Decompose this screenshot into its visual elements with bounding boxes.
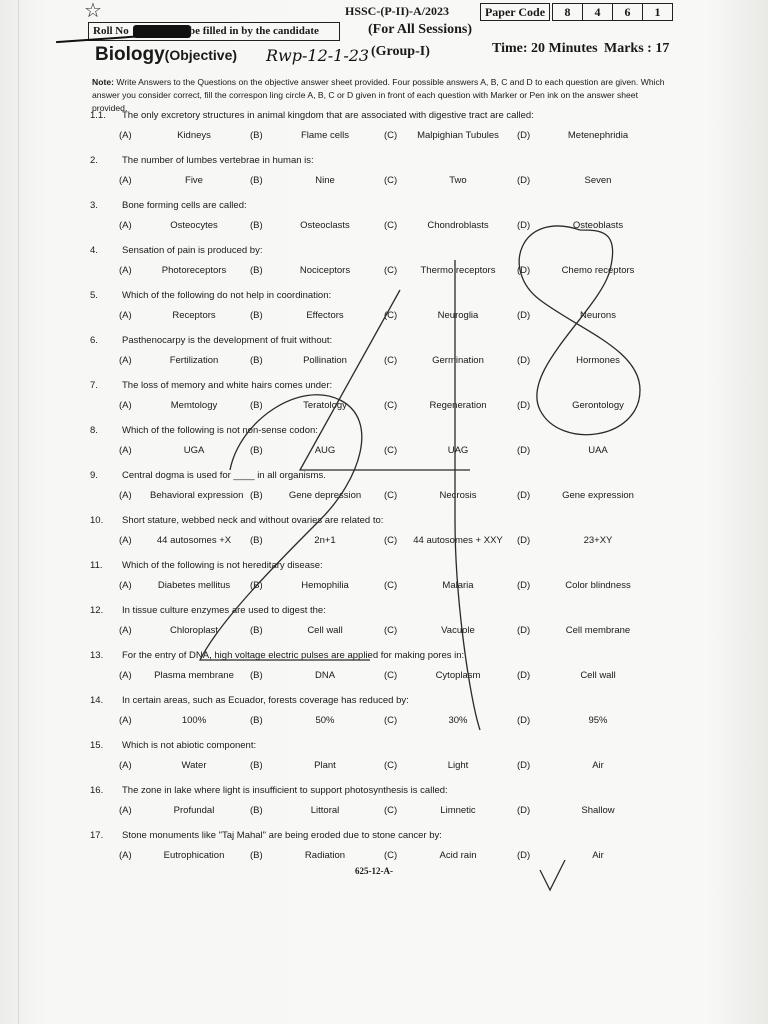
option-label-b: (B) xyxy=(250,130,263,141)
option-d: Gene expression xyxy=(562,490,634,501)
option-label-a: (A) xyxy=(119,175,132,186)
option-a: UGA xyxy=(183,445,205,456)
option-label-c: (C) xyxy=(384,670,398,681)
paper-code-digit: 4 xyxy=(582,3,613,21)
question-number: 5. xyxy=(90,290,98,301)
option-label-c: (C) xyxy=(384,805,398,816)
option-a: Behavioral expression xyxy=(150,490,244,501)
question-item xyxy=(0,556,768,601)
option-label-c: (C) xyxy=(384,760,398,771)
option-d: 95% xyxy=(588,715,608,726)
option-label-d: (D) xyxy=(517,310,531,321)
option-d: 23+XY xyxy=(583,535,613,546)
option-b: Pollination xyxy=(303,355,347,366)
option-label-c: (C) xyxy=(384,355,398,366)
option-label-d: (D) xyxy=(517,625,531,636)
paper-code-digit: 6 xyxy=(612,3,643,21)
option-c: Limnetic xyxy=(440,805,476,816)
question-number: 14. xyxy=(90,695,104,706)
option-a: Five xyxy=(185,175,203,186)
option-label-b: (B) xyxy=(250,535,263,546)
option-b: 50% xyxy=(315,715,335,726)
question-item xyxy=(0,781,768,826)
option-label-c: (C) xyxy=(384,220,398,231)
roll-label: Roll No xyxy=(93,25,129,37)
option-b: Hemophilia xyxy=(301,580,349,591)
option-label-a: (A) xyxy=(119,310,132,321)
option-label-b: (B) xyxy=(250,400,263,411)
option-label-c: (C) xyxy=(384,130,398,141)
question-text: The loss of memory and white hairs comes under: xyxy=(122,380,333,391)
question-text: Which of the following is not hereditary disease: xyxy=(122,560,323,571)
option-label-b: (B) xyxy=(250,625,263,636)
option-label-c: (C) xyxy=(384,175,398,186)
option-label-a: (A) xyxy=(119,760,132,771)
option-c: Chondroblasts xyxy=(427,220,489,231)
question-number: 3. xyxy=(90,200,98,211)
option-label-a: (A) xyxy=(119,670,132,681)
option-a: 100% xyxy=(181,715,207,726)
question-text: The number of lumbes vertebrae in human is: xyxy=(122,155,314,166)
question-text: The zone in lake where light is insufficient to support photosynthesis is called: xyxy=(122,785,448,796)
option-label-a: (A) xyxy=(119,445,132,456)
option-b: Littoral xyxy=(310,805,340,816)
question-number: 10. xyxy=(90,515,104,526)
handwritten-note: Rwp-12-1-23 xyxy=(266,46,370,65)
option-a: Memtology xyxy=(170,400,218,411)
option-label-d: (D) xyxy=(517,580,531,591)
option-d: Hormones xyxy=(576,355,620,366)
option-label-a: (A) xyxy=(119,220,132,231)
question-text: Stone monuments like "Taj Mahal" are being eroded due to stone cancer by: xyxy=(122,830,442,841)
question-text: Which of the following is not non-sense codon: xyxy=(122,425,318,436)
question-text: Which is not abiotic component: xyxy=(122,740,257,751)
sessions-label: (For All Sessions) xyxy=(368,22,472,37)
paper-code-digit: 8 xyxy=(552,3,583,21)
question-item xyxy=(0,466,768,511)
option-b: Effectors xyxy=(306,310,344,321)
option-d: Seven xyxy=(584,175,612,186)
question-item xyxy=(0,826,768,871)
option-d: UAA xyxy=(588,445,608,456)
question-number: 8. xyxy=(90,425,98,436)
note-text: Write Answers to the Questions on the objective answer sheet provided. Four possible answers A, B, C and D to each question are given. Which answer you consider correct, fill the correspon ling circle A, B, C or D given in front of each question with Marker or Pen ink on the answer sheet provided. xyxy=(92,77,665,113)
paper-code-digit: 1 xyxy=(642,3,673,21)
option-label-a: (A) xyxy=(119,625,132,636)
question-number: 1.1. xyxy=(90,110,106,121)
option-c: Thermo receptors xyxy=(420,265,496,276)
question-text: Central dogma is used for ____ in all organisms. xyxy=(122,470,326,481)
question-number: 11. xyxy=(90,560,103,571)
option-label-d: (D) xyxy=(517,670,531,681)
option-c: Cytoplasm xyxy=(435,670,481,681)
question-item xyxy=(0,736,768,781)
option-label-c: (C) xyxy=(384,265,398,276)
option-b: Gene depression xyxy=(288,490,362,501)
option-a: Receptors xyxy=(172,310,216,321)
option-d: Chemo receptors xyxy=(561,265,635,276)
time-label: Time: 20 Minutes xyxy=(492,41,598,56)
option-label-b: (B) xyxy=(250,445,263,456)
option-c: Malaria xyxy=(442,580,474,591)
option-label-a: (A) xyxy=(119,805,132,816)
question-text: Sensation of pain is produced by: xyxy=(122,245,263,256)
option-label-c: (C) xyxy=(384,625,398,636)
question-item xyxy=(0,331,768,376)
option-label-d: (D) xyxy=(517,445,531,456)
question-number: 16. xyxy=(90,785,104,796)
option-label-d: (D) xyxy=(517,850,531,861)
option-label-d: (D) xyxy=(517,175,531,186)
question-item xyxy=(0,646,768,691)
footer-code: 625-12-A- xyxy=(355,866,393,876)
option-d: Air xyxy=(592,850,604,861)
option-label-d: (D) xyxy=(517,490,531,501)
option-c: Light xyxy=(447,760,469,771)
option-label-c: (C) xyxy=(384,445,398,456)
option-label-c: (C) xyxy=(384,850,398,861)
option-label-d: (D) xyxy=(517,130,531,141)
option-label-d: (D) xyxy=(517,715,531,726)
question-item xyxy=(0,286,768,331)
option-d: Metenephridia xyxy=(567,130,629,141)
option-b: Nociceptors xyxy=(299,265,351,276)
option-label-b: (B) xyxy=(250,490,263,501)
option-a: Kidneys xyxy=(177,130,211,141)
question-item xyxy=(0,601,768,646)
question-item xyxy=(0,511,768,556)
option-b: Cell wall xyxy=(307,625,343,636)
option-b: AUG xyxy=(314,445,336,456)
question-number: 2. xyxy=(90,155,98,166)
star-icon: ☆ xyxy=(84,0,102,22)
question-text: Bone forming cells are called: xyxy=(122,200,247,211)
option-label-c: (C) xyxy=(384,490,398,501)
question-number: 4. xyxy=(90,245,98,256)
subject-title xyxy=(95,44,237,66)
question-text: In certain areas, such as Ecuador, forests coverage has reduced by: xyxy=(122,695,409,706)
question-number: 12. xyxy=(90,605,104,616)
option-label-c: (C) xyxy=(384,580,398,591)
option-label-b: (B) xyxy=(250,760,263,771)
option-label-b: (B) xyxy=(250,265,263,276)
note-label: Note: xyxy=(92,77,114,87)
question-number: 7. xyxy=(90,380,98,391)
option-label-c: (C) xyxy=(384,400,398,411)
question-number: 13. xyxy=(90,650,104,661)
option-label-b: (B) xyxy=(250,175,263,186)
question-text: Short stature, webbed neck and without ovaries are related to: xyxy=(122,515,384,526)
option-c: Neuroglia xyxy=(437,310,479,321)
option-label-a: (A) xyxy=(119,535,132,546)
option-b: 2n+1 xyxy=(314,535,336,546)
option-c: Regeneration xyxy=(429,400,487,411)
option-c: UAG xyxy=(447,445,469,456)
option-d: Gerontology xyxy=(572,400,624,411)
option-label-a: (A) xyxy=(119,355,132,366)
paper-code-label: Paper Code xyxy=(480,3,550,21)
option-a: Photoreceptors xyxy=(161,265,227,276)
option-label-d: (D) xyxy=(517,535,531,546)
question-number: 9. xyxy=(90,470,98,481)
option-label-b: (B) xyxy=(250,580,263,591)
question-item xyxy=(0,421,768,466)
option-label-c: (C) xyxy=(384,535,398,546)
option-label-b: (B) xyxy=(250,670,263,681)
subject-type: (Objective) xyxy=(164,47,238,63)
option-label-b: (B) xyxy=(250,220,263,231)
option-d: Air xyxy=(592,760,604,771)
option-b: Nine xyxy=(315,175,335,186)
option-label-b: (B) xyxy=(250,715,263,726)
option-b: Osteoclasts xyxy=(300,220,350,231)
option-c: Vacuole xyxy=(441,625,475,636)
subject-name: Biology xyxy=(95,44,165,65)
option-a: Osteocytes xyxy=(170,220,218,231)
option-c: Necrosis xyxy=(439,490,477,501)
option-a: Water xyxy=(181,760,207,771)
question-item xyxy=(0,241,768,286)
option-d: Shallow xyxy=(581,805,615,816)
option-label-d: (D) xyxy=(517,400,531,411)
question-item xyxy=(0,106,768,151)
option-label-a: (A) xyxy=(119,850,132,861)
option-d: Color blindness xyxy=(565,580,631,591)
option-a: Chloroplast xyxy=(169,625,219,636)
option-d: Osteoblasts xyxy=(572,220,624,231)
option-a: Eutrophication xyxy=(163,850,225,861)
option-label-a: (A) xyxy=(119,400,132,411)
option-c: Malpighian Tubules xyxy=(417,130,499,141)
option-b: Teratology xyxy=(303,400,347,411)
question-item xyxy=(0,196,768,241)
option-label-a: (A) xyxy=(119,490,132,501)
option-d: Cell wall xyxy=(580,670,616,681)
option-label-b: (B) xyxy=(250,355,263,366)
option-a: Profundal xyxy=(173,805,215,816)
option-label-b: (B) xyxy=(250,850,263,861)
option-label-a: (A) xyxy=(119,265,132,276)
option-c: Two xyxy=(449,175,467,186)
option-b: Plant xyxy=(314,760,336,771)
option-b: DNA xyxy=(314,670,336,681)
option-a: Fertilization xyxy=(169,355,219,366)
option-c: 30% xyxy=(448,715,468,726)
option-a: Diabetes mellitus xyxy=(157,580,231,591)
option-label-d: (D) xyxy=(517,760,531,771)
option-label-d: (D) xyxy=(517,805,531,816)
option-label-c: (C) xyxy=(384,310,398,321)
group-label: (Group-I) xyxy=(371,44,430,59)
option-d: Cell membrane xyxy=(565,625,631,636)
question-item xyxy=(0,376,768,421)
marks-label: Marks : 17 xyxy=(604,41,670,56)
question-text: For the entry of DNA, high voltage electric pulses are applied for making pores in: xyxy=(122,650,465,661)
question-text: Pasthenocarpy is the development of fruit without: xyxy=(122,335,333,346)
option-label-d: (D) xyxy=(517,265,531,276)
option-label-d: (D) xyxy=(517,355,531,366)
option-c: Germination xyxy=(432,355,484,366)
option-c: 44 autosomes + XXY xyxy=(413,535,503,546)
option-label-a: (A) xyxy=(119,130,132,141)
option-d: Neurons xyxy=(580,310,616,321)
option-label-c: (C) xyxy=(384,715,398,726)
question-text: In tissue culture enzymes are used to digest the: xyxy=(122,605,326,616)
question-number: 6. xyxy=(90,335,98,346)
paper-code-digits xyxy=(553,3,673,21)
option-label-b: (B) xyxy=(250,805,263,816)
option-label-b: (B) xyxy=(250,310,263,321)
option-b: Flame cells xyxy=(300,130,350,141)
option-label-a: (A) xyxy=(119,715,132,726)
question-text: The only excretory structures in animal kingdom that are associated with digestive tract are called: xyxy=(122,110,534,121)
question-list xyxy=(0,106,768,871)
question-text: Which of the following do not help in coordination: xyxy=(122,290,332,301)
question-number: 17. xyxy=(90,830,104,841)
option-a: 44 autosomes +X xyxy=(156,535,232,546)
roll-note: be filled in by the candidate xyxy=(189,25,319,37)
option-label-d: (D) xyxy=(517,220,531,231)
option-label-a: (A) xyxy=(119,580,132,591)
exam-code: HSSC-(P-II)-A/2023 xyxy=(345,4,449,18)
question-item xyxy=(0,151,768,196)
option-b: Radiation xyxy=(304,850,346,861)
question-number: 15. xyxy=(90,740,104,751)
option-c: Acid rain xyxy=(439,850,477,861)
question-item xyxy=(0,691,768,736)
option-a: Plasma membrane xyxy=(154,670,234,681)
